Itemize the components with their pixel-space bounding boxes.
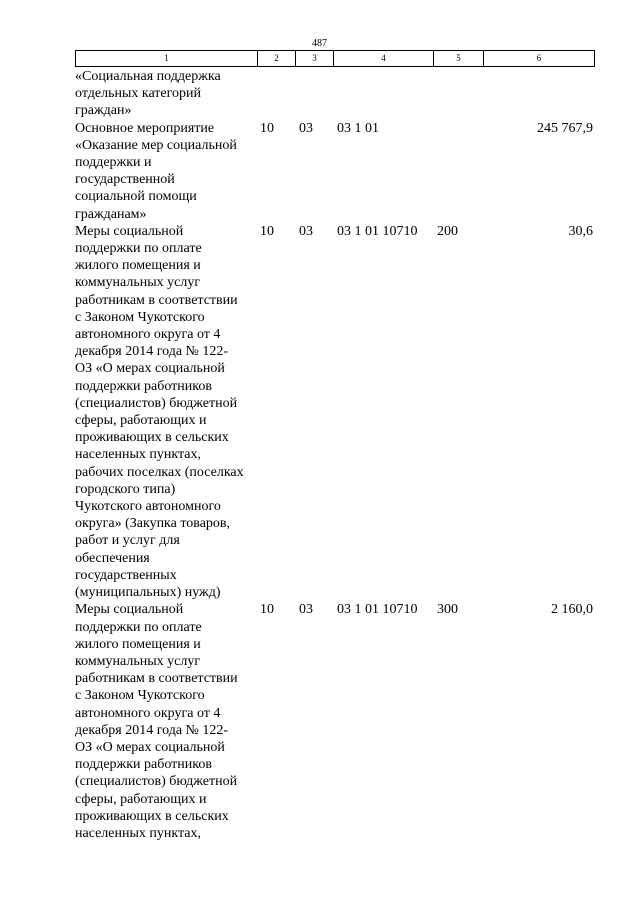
row-pr: 03: [299, 602, 313, 618]
row-csr: 03 1 01: [337, 120, 379, 136]
table-body: [75, 68, 595, 842]
table-row: [75, 601, 595, 842]
header-col-2: 2: [257, 51, 295, 66]
row-sum: 245 767,9: [537, 120, 593, 136]
row-name: Меры социальной поддержки по оплате жилого помещения и коммунальных услуг работникам в соответствии с Законом Чукотского автономного округа от 4 декабря 2014 года № 122- ОЗ «О мерах социальной поддержки работников (специалистов) бюджетной сферы, работающих и проживающих в сельских населенных пунктах,: [75, 602, 238, 841]
row-name: Меры социальной поддержки по оплате жилого помещения и коммунальных услуг работникам в соответствии с Законом Чукотского автономного округа от 4 декабря 2014 года № 122- ОЗ «О мерах социальной поддержки работников (специалистов) бюджетной сферы, работающих и проживающих в сельских населенных пунктах, рабочих поселках (поселках городского типа) Чукотского автономного округа» (Закупка товаров, работ и услуг для обеспечения государственных (муниципальных) нужд): [75, 223, 244, 601]
table-row: [75, 68, 595, 120]
row-pr: 03: [299, 223, 313, 239]
row-csr: 03 1 01 10710: [337, 223, 418, 239]
row-rz: 10: [260, 223, 274, 239]
row-pr: 03: [299, 120, 313, 136]
table-row: [75, 120, 595, 223]
row-sum: 2 160,0: [551, 602, 593, 618]
row-rz: 10: [260, 120, 274, 136]
header-col-3: 3: [295, 51, 333, 66]
page-number: 487: [312, 38, 327, 49]
header-col-1: 1: [75, 51, 257, 66]
row-name: «Социальная поддержка отдельных категорий граждан»: [75, 69, 221, 119]
row-csr: 03 1 01 10710: [337, 602, 418, 618]
header-col-4: 4: [333, 51, 433, 66]
row-vr: 300: [437, 602, 458, 618]
row-rz: 10: [260, 602, 274, 618]
header-col-5: 5: [433, 51, 483, 66]
row-sum: 30,6: [568, 223, 593, 239]
table-header: [75, 50, 595, 67]
row-vr: 200: [437, 223, 458, 239]
row-name: Основное мероприятие «Оказание мер социальной поддержки и государственной социальной помощи гражданам»: [75, 120, 237, 222]
table-row: [75, 223, 595, 601]
header-col-6: 6: [483, 51, 595, 66]
